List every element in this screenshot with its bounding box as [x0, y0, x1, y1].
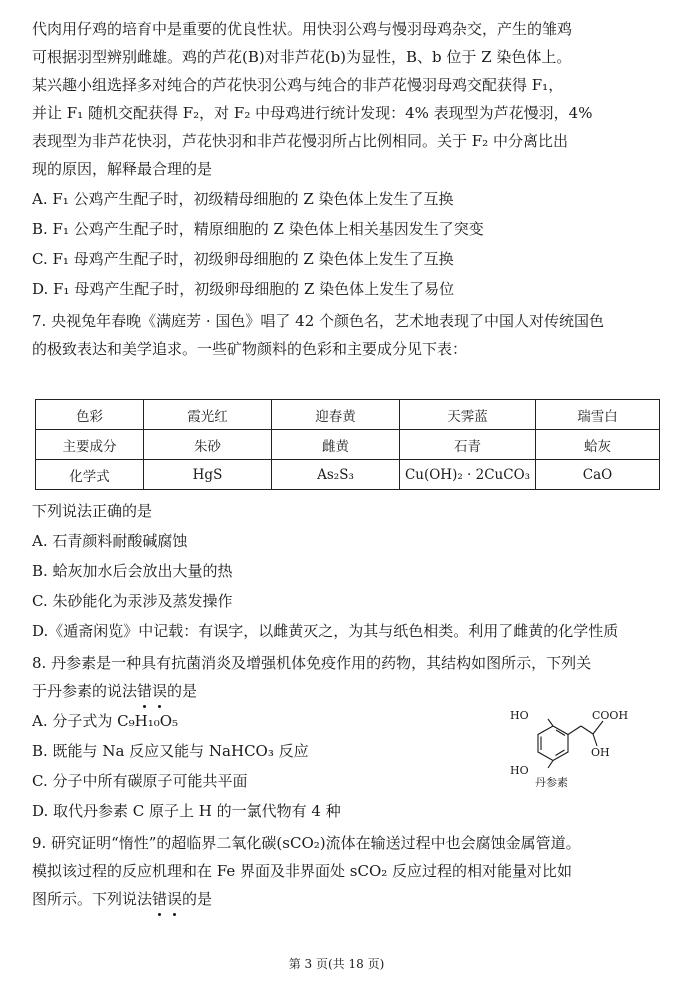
q9-stem-line-1: 9. 研究证明“惰性”的超临界二氧化碳(sCO₂)流体在输送过程中也会腐蚀金属管道。	[32, 834, 581, 852]
q8-stem-text: 的是	[167, 682, 198, 700]
q8-stem-text: 于丹参素的说法	[32, 682, 138, 700]
q8-option-b: B. 既能与 Na 反应又能与 NaHCO₃ 反应	[32, 742, 309, 760]
q7-option-b: B. 蛤灰加水后会放出大量的热	[32, 562, 233, 580]
emphasis-char: 错	[152, 890, 168, 908]
emphasis-char: 错	[137, 682, 153, 700]
q7-question: 下列说法正确的是	[32, 502, 153, 520]
q6-stem-line-2: 可根据羽型辨别雌雄。鸡的芦花(B)对非芦花(b)为显性，B、b 位于 Z 染色体上。	[32, 48, 572, 66]
table-row	[36, 400, 660, 430]
q6-option-c: C. F₁ 母鸡产生配子时，初级卵母细胞的 Z 染色体上发生了互换	[32, 250, 454, 268]
q8-option-d: D. 取代丹参素 C 原子上 H 的一氯代物有 4 种	[32, 802, 341, 820]
table-cell: 瑞雪白	[536, 400, 660, 430]
table-cell: CaO	[536, 460, 660, 490]
danshensu-structure-figure	[505, 706, 655, 790]
table-cell: 朱砂	[144, 430, 272, 460]
q6-option-a: A. F₁ 公鸡产生配子时，初级精母细胞的 Z 染色体上发生了互换	[32, 190, 454, 208]
ho-bottom-label: HO	[510, 764, 529, 777]
q6-stem-line-3: 某兴趣小组选择多对纯合的芦花快羽公鸡与纯合的非芦花慢羽母鸡交配获得 F₁，	[32, 76, 564, 94]
q6-stem-line-5: 表现型为非芦花快羽，芦花快羽和非芦花慢羽所占比例相同。关于 F₂ 中分离比出	[32, 132, 568, 150]
q9-stem-text: 的是	[182, 890, 213, 908]
table-cell: 石青	[400, 430, 536, 460]
table-header-color: 色彩	[36, 400, 144, 430]
pigment-table	[35, 399, 660, 490]
q8-option-a: A. 分子式为 C₉H₁₀O₅	[32, 712, 179, 730]
q7-option-a: A. 石青颜料耐酸碱腐蚀	[32, 532, 188, 550]
q8-option-c: C. 分子中所有碳原子可能共平面	[32, 772, 248, 790]
table-row	[36, 460, 660, 490]
oh-label: OH	[591, 746, 610, 759]
q7-stem-line-1: 7. 央视兔年春晚《满庭芳 · 国色》唱了 42 个颜色名，艺术地表现了中国人对传统国色	[32, 312, 605, 330]
figure-caption: 丹参素	[535, 776, 568, 789]
q7-stem-line-2: 的极致表达和美学追求。一些矿物颜料的色彩和主要成分见下表：	[32, 340, 468, 358]
q6-option-b: B. F₁ 公鸡产生配子时，精原细胞的 Z 染色体上相关基因发生了突变	[32, 220, 484, 238]
table-header-component: 主要成分	[36, 430, 144, 460]
table-cell: As₂S₃	[272, 460, 400, 490]
table-header-formula: 化学式	[36, 460, 144, 490]
ho-top-label: HO	[510, 709, 529, 722]
table-cell: 迎春黄	[272, 400, 400, 430]
q7-option-d: D.《遁斋闲览》中记载：有误字，以雌黄灭之，为其与纸色相类。利用了雌黄的化学性质	[32, 622, 619, 640]
q8-stem-line-1: 8. 丹参素是一种具有抗菌消炎及增强机体免疫作用的药物，其结构如图所示，下列关	[32, 654, 592, 672]
table-cell: 雌黄	[272, 430, 400, 460]
q6-stem-line-4: 并让 F₁ 随机交配获得 F₂，对 F₂ 中母鸡进行统计发现：4% 表现型为芦花慢羽，4%	[32, 104, 593, 122]
q6-option-d: D. F₁ 母鸡产生配子时，初级卵母细胞的 Z 染色体上发生了易位	[32, 280, 455, 298]
q8-stem-line-2	[32, 680, 197, 702]
emphasis-char: 误	[167, 890, 183, 908]
benzene-ring	[538, 726, 568, 761]
q7-option-c: C. 朱砂能化为汞涉及蒸发操作	[32, 592, 233, 610]
table-cell: 天霁蓝	[400, 400, 536, 430]
table-row	[36, 430, 660, 460]
q9-stem-text: 图所示。下列说法	[32, 890, 153, 908]
page-footer: 第 3 页(共 18 页)	[288, 957, 385, 971]
table-cell: 蛤灰	[536, 430, 660, 460]
table-cell: HgS	[144, 460, 272, 490]
emphasis-char: 误	[152, 682, 168, 700]
table-cell: 霞光红	[144, 400, 272, 430]
q9-stem-line-3	[32, 888, 212, 910]
q9-stem-line-2: 模拟该过程的反应机理和在 Fe 界面及非界面处 sCO₂ 反应过程的相对能量对比如	[32, 862, 573, 880]
table-cell: Cu(OH)₂ · 2CuCO₃	[400, 460, 536, 490]
cooh-label: COOH	[592, 709, 629, 722]
q6-stem-line-6: 现的原因，解释最合理的是	[32, 160, 213, 178]
q6-stem-line-1: 代肉用仔鸡的培育中是重要的优良性状。用快羽公鸡与慢羽母鸡杂交，产生的雏鸡	[32, 20, 573, 38]
